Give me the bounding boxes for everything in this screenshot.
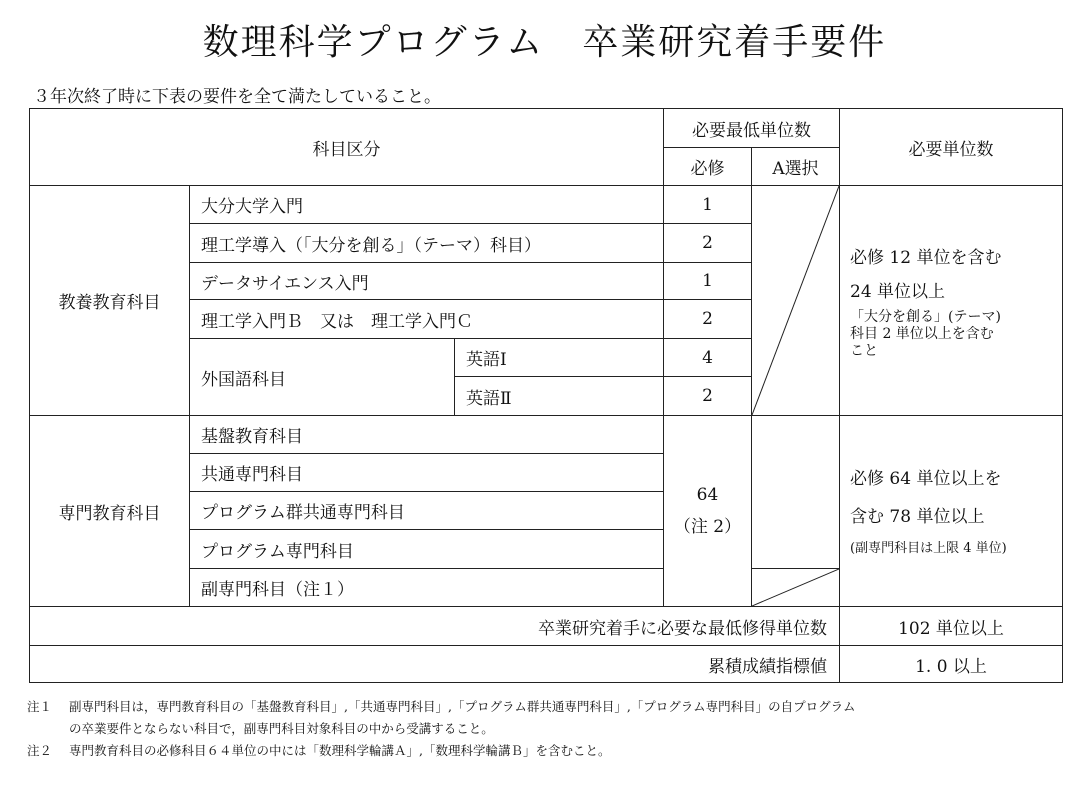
footnote-2 (27, 741, 610, 759)
course-credits: 2 (664, 300, 752, 339)
course-credits: 4 (664, 339, 752, 377)
specialized-req-line1: 必修 64 単位以上を (850, 469, 1002, 489)
specialized-req-note: (副専門科目は上限 4 単位) (850, 541, 1007, 556)
liberal-req-note1: 「大分を創る」(テーマ) (850, 309, 1001, 325)
requirements-table (29, 108, 1063, 683)
elective-a-empty-cell (752, 569, 840, 607)
specialized-requirement (840, 416, 1063, 607)
course-credits: 1 (664, 263, 752, 300)
liberal-req-note2: 科目 2 単位以上を含む (850, 326, 994, 342)
specialized-credits-note: （注 2） (673, 517, 742, 537)
page-title: 数理科学プログラム 卒業研究着手要件 (202, 22, 887, 63)
footnote-1-continued (69, 719, 494, 737)
liberal-req-line1: 必修 12 単位を含む (850, 248, 1002, 268)
course-name: 理工学導入（「大分を創る」（テーマ）科目） (190, 224, 664, 263)
header-category: 科目区分 (30, 109, 664, 186)
course-name: 大分大学入門 (190, 186, 664, 224)
header-elective-a: A選択 (752, 148, 840, 186)
footnote-number: 注１ (27, 699, 53, 714)
footnote-text: 専門教育科目の必修科目６４単位の中には「数理科学輪講Ａ」,「数理科学輪講Ｂ」を含むこと。 (69, 743, 611, 758)
diagonal-line (752, 186, 839, 415)
course-name: 英語Ⅰ (455, 339, 664, 377)
elective-a-blank-cell (752, 416, 840, 569)
summary-label: 累積成績指標値 (30, 646, 840, 683)
diagonal-line (752, 569, 839, 606)
course-credits: 1 (664, 186, 752, 224)
footnote-number: 注２ (27, 743, 53, 758)
header-total-credits: 必要単位数 (840, 109, 1063, 186)
specialized-credits (664, 416, 752, 607)
liberal-requirement (840, 186, 1063, 416)
specialized-credits-value: 64 (696, 485, 719, 505)
summary-value: 1. 0 以上 (840, 646, 1063, 683)
course-name: プログラム専門科目 (190, 530, 664, 569)
liberal-req-note3: こと (850, 343, 878, 359)
course-name: 理工学入門Ｂ 又は 理工学入門Ｃ (190, 300, 664, 339)
language-group-label: 外国語科目 (190, 339, 455, 416)
elective-a-empty-cell (752, 186, 840, 416)
header-required: 必修 (664, 148, 752, 186)
summary-value: 102 単位以上 (840, 607, 1063, 646)
table-row (30, 186, 1063, 224)
course-name: 共通専門科目 (190, 454, 664, 492)
intro-text: ３年次終了時に下表の要件を全て満たしていること。 (33, 87, 441, 107)
course-name: データサイエンス入門 (190, 263, 664, 300)
course-name: 英語Ⅱ (455, 377, 664, 416)
course-credits: 2 (664, 377, 752, 416)
summary-row (30, 607, 1063, 646)
summary-row (30, 646, 1063, 683)
liberal-req-line2: 24 単位以上 (850, 282, 946, 302)
table-row (30, 416, 1063, 454)
specialized-group-label: 専門教育科目 (30, 416, 190, 607)
footnote-text: 副専門科目は，専門教育科目の「基盤教育科目」,「共通専門科目」,「プログラム群共通専門科目」,「プログラム専門科目」の自プログラム (69, 699, 856, 714)
summary-label: 卒業研究着手に必要な最低修得単位数 (30, 607, 840, 646)
course-name: プログラム群共通専門科目 (190, 492, 664, 530)
course-name: 副専門科目（注１） (190, 569, 664, 607)
header-min-credits: 必要最低単位数 (664, 109, 840, 148)
footnote-text: の卒業要件とならない科目で，副専門科目対象科目の中から受講すること。 (69, 721, 494, 736)
course-credits: 2 (664, 224, 752, 263)
course-name: 基盤教育科目 (190, 416, 664, 454)
footnote-1 (27, 697, 856, 715)
liberal-group-label: 教養教育科目 (30, 186, 190, 416)
specialized-req-line2: 含む 78 単位以上 (850, 507, 985, 527)
